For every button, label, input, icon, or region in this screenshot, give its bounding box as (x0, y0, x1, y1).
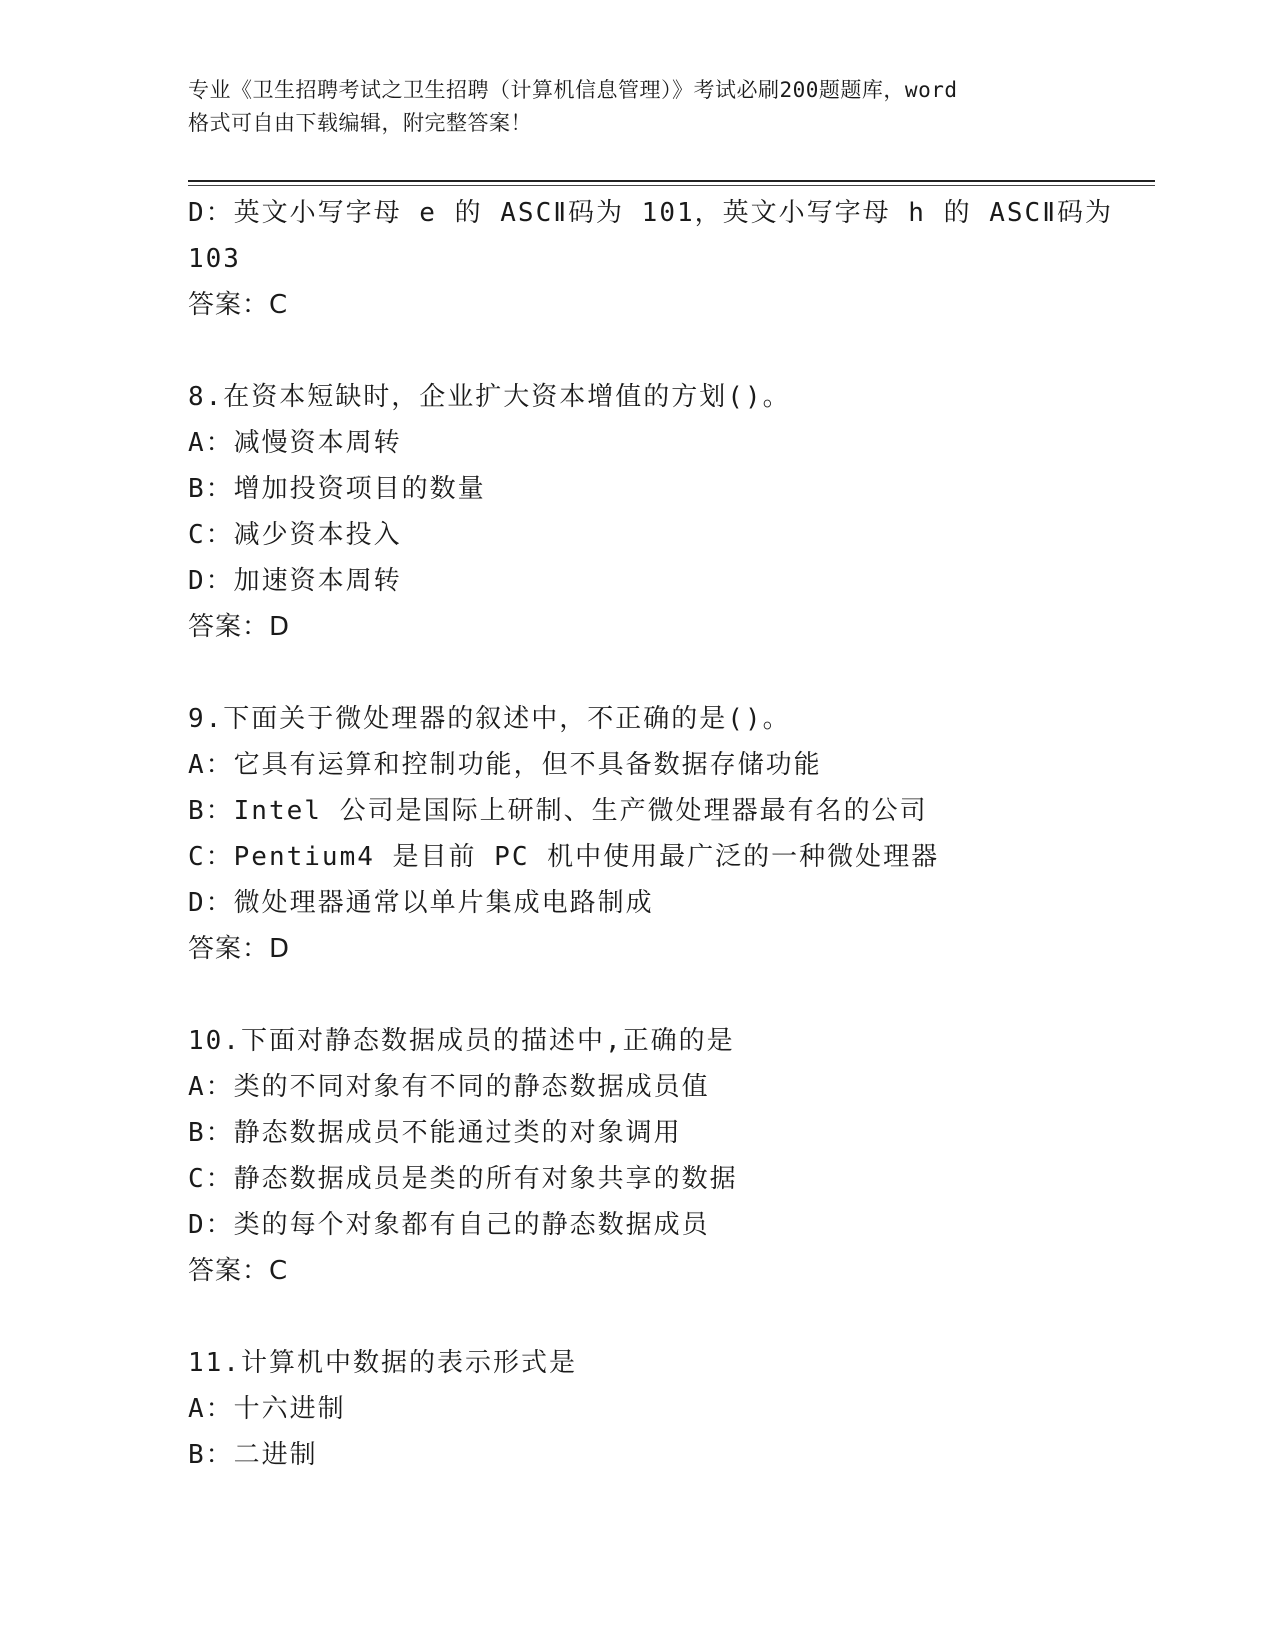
option-c: C：减少资本投入 (188, 520, 402, 550)
option-c: C：Pentium4 是目前 PC 机中使用最广泛的一种微处理器 (188, 842, 940, 872)
question-stem: 10.下面对静态数据成员的描述中,正确的是 (188, 1026, 735, 1056)
answer-line: 答案：C (188, 1256, 289, 1286)
spacer (188, 328, 1148, 374)
question-10 (188, 1018, 1148, 1294)
option-b: B：静态数据成员不能通过类的对象调用 (188, 1118, 682, 1148)
option-b: B：Intel 公司是国际上研制、生产微处理器最有名的公司 (188, 796, 928, 826)
question-9 (188, 696, 1148, 972)
header-title-line-2: 格式可自由下载编辑，附完整答案！ (188, 111, 532, 135)
question-8 (188, 374, 1148, 650)
question-stem: 8.在资本短缺时，企业扩大资本增值的方划()。 (188, 382, 791, 412)
question-list (188, 190, 1148, 1478)
option-b: B：增加投资项目的数量 (188, 474, 486, 504)
question-11 (188, 1340, 1148, 1478)
option-d: D：类的每个对象都有自己的静态数据成员 (188, 1210, 710, 1240)
spacer (188, 1294, 1148, 1340)
option-d-continued: 103 (188, 244, 241, 274)
option-b: B：二进制 (188, 1440, 318, 1470)
document-header (188, 74, 1088, 140)
option-d: D：英文小写字母 e 的 ASCⅡ码为 101，英文小写字母 h 的 ASCⅡ码为 (188, 198, 1114, 228)
option-a: A：它具有运算和控制功能，但不具备数据存储功能 (188, 750, 822, 780)
option-a: A：类的不同对象有不同的静态数据成员值 (188, 1072, 710, 1102)
option-a: A：十六进制 (188, 1394, 346, 1424)
option-d: D：加速资本周转 (188, 566, 402, 596)
header-divider-thick (188, 180, 1155, 182)
option-a: A：减慢资本周转 (188, 428, 402, 458)
answer-line: 答案：D (188, 934, 291, 964)
answer-line: 答案：C (188, 290, 289, 320)
question-stem: 9.下面关于微处理器的叙述中，不正确的是()。 (188, 704, 791, 734)
question-7-tail (188, 190, 1148, 328)
header-title-line-1: 专业《卫生招聘考试之卫生招聘（计算机信息管理）》考试必刷200题题库，word (188, 78, 958, 102)
answer-line: 答案：D (188, 612, 291, 642)
spacer (188, 650, 1148, 696)
header-divider-thin (188, 185, 1155, 186)
option-d: D：微处理器通常以单片集成电路制成 (188, 888, 654, 918)
question-stem: 11.计算机中数据的表示形式是 (188, 1348, 577, 1378)
option-c: C：静态数据成员是类的所有对象共享的数据 (188, 1164, 738, 1194)
spacer (188, 972, 1148, 1018)
